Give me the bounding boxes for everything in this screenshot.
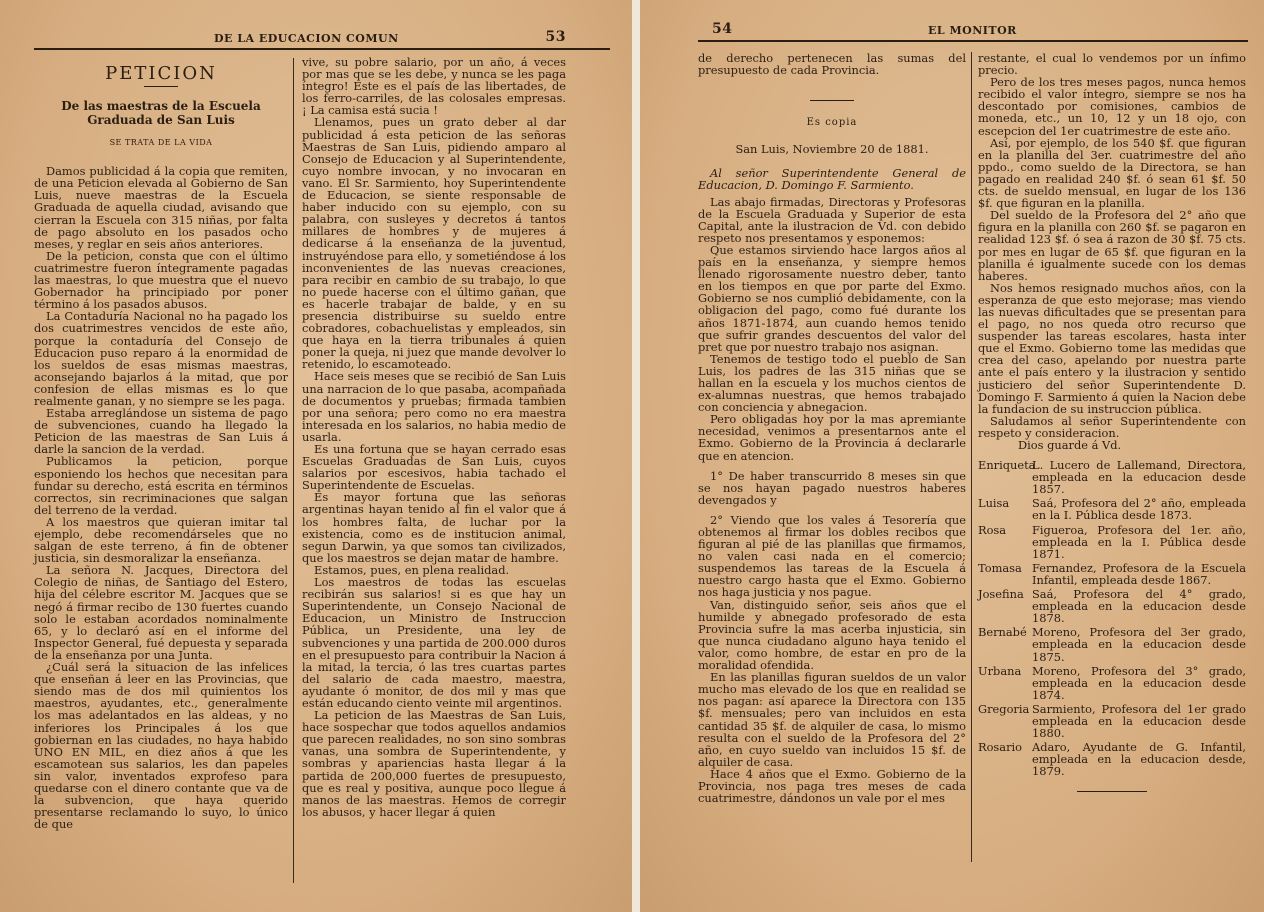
title-divider — [144, 86, 178, 87]
right-running-head — [698, 18, 1248, 42]
paragraph: Del sueldo de la Profesora del 2° año que figura en la planilla con 260 $f. se pagaron en realidad 123 $f. ó sea á razon de 30 $f. 75 cts. por mes en lugar de 65 $f. que figuran en la planilla é igualmente sucede con los demas haberes. — [978, 208, 1246, 283]
paragraph: Así, por ejemplo, de los 540 $f. que figuran en la planilla del 3er. cuatrimestre del año ppdo., como sueldo de la Directora, se han pagado en realidad 240 $f. ó sean 61 $f. 50 cts. de sueldo mensual, en lugar de los 136 $f. que figuran en la planilla. — [978, 135, 1246, 211]
right-column-1 — [698, 52, 966, 804]
paragraph: Es una fortuna que se hayan cerrado esas Escuelas Graduadas de San Luis, cuyos salarios por escesivos, habia tachado el Superintendente de Escuelas. — [302, 442, 566, 493]
signature-entry — [978, 703, 1246, 739]
signature-entry — [978, 524, 1246, 560]
paragraph: Pero de los tres meses pagos, nunca hemos recibido el valor íntegro, siempre se nos ha descontado por comisiones, cambios de moneda, etc., un 10, 12 y un 18 ojo, con escepcion del 1er cuatrimestre de este año. — [978, 75, 1246, 138]
signature-detail: Sarmiento, Profesora del 1er grado empleada en la educacion desde 1880. — [1032, 701, 1246, 741]
signature-entry — [978, 665, 1246, 701]
paragraph: Hace 4 años que el Exmo. Gobierno de la Provincia, nos paga tres meses de cada cuatrimestre, dándonos un vale por el mes — [698, 766, 966, 806]
paragraph: Llenamos, pues un grato deber al dar publicidad á esta peticion de las señoras Maestras de San Luis, pidiendo amparo al Consejo de Educacion y al Superintendente, cuyo nombre invocan, y no invocaran en vano. El Sr. Sarmiento, hoy Superintendente de Educacion, se siente responsable de haber inducido con su ejemplo, con su palabra, con susleyes y decretos á tantos millares de hombres y de mujeres á dedicarse á la enseñanza de la juventud, instruyéndose para ello, y sometiéndose á los inconvenientes de las nuevas creaciones, para recibir en cambio de su trabajo, lo que no puede hacerse con el último gañan, que es hacerle trabajar de balde, y en su presencia distribuirse su sueldo entre cobradores, cobachuelistas y empleados, sin que haya en la tierra tribunales á quien poner la queja, ni juez que mande devolver lo retenido, lo escamoteado. — [302, 115, 566, 372]
section-divider — [810, 100, 854, 101]
right-column-2 — [978, 52, 1246, 792]
paragraph: Pero obligadas hoy por la mas apremiante necesidad, venimos a presentarnos ante el Exmo. Gobierno de la Provincia á declararle que en atencion. — [698, 412, 966, 463]
left-header-title: DE LA EDUCACION COMUN — [214, 32, 399, 45]
signature-name: Urbana — [978, 663, 1022, 678]
left-columns — [34, 55, 566, 892]
article-subtitle: De las maestras de la Escuela Graduada de San Luis — [61, 99, 261, 128]
paragraph: Damos publicidad á la copia que remiten, de una Peticion elevada al Gobierno de San Luis, nueve maestras de la Escuela Graduada de aquella ciudad, avisando que cierran la Escuela con 315 niñas, por falta de pago absoluto en los pasados ocho meses, y reglar en seis años anteriores. — [34, 164, 288, 251]
signature-entry — [978, 626, 1246, 662]
letter-address: Al señor Superintendente General de Educacion, D. Domingo F. Sarmiento. — [698, 166, 966, 193]
paragraph: 2° Viendo que los vales á Tesorería que obtenemos al firmar los dobles recibos que figuran al pié de las planillas que firmamos, no valen casi nada en el comercio; suspendemos las tareas de la Escuela á nuestro cargo hasta que el Exmo. Gobierno nos haga justicia y nos pague. — [698, 512, 966, 600]
signature-detail: Moreno, Profesora del 3er grado, empleada en la educacion desde 1875. — [1032, 625, 1246, 664]
article-subhead: SE TRATA DE LA VIDA — [109, 138, 213, 148]
end-divider — [1077, 791, 1147, 792]
paragraph: restante, el cual lo vendemos por un ínfimo precio. — [978, 51, 1246, 78]
signature-name: Rosario — [978, 740, 1023, 755]
paragraph: Publicamos la peticion, porque esponiendo los hechos que necesitan para fundar su derecho, está escrita en términos correctos, sin recriminaciones que salgan del terreno de la verdad. — [34, 454, 288, 517]
paragraph: vive, su pobre salario, por un año, á veces por mas que se les debe, y nunca se les paga íntegro! Este es el país de las libertades, de los ferro-carriles, de las colosales empresas. ¡ La camisa está sucia ! — [302, 55, 566, 118]
signature-name: Bernabé — [978, 625, 1027, 640]
signature-detail: Fernandez, Profesora de la Escuela Infantil, empleada desde 1867. — [1032, 560, 1246, 587]
signature-detail: Saá, Profesora del 4° grado, empleada en la educacion desde 1878. — [1032, 587, 1246, 626]
signature-name: Rosa — [978, 522, 1007, 537]
paragraph: En las planillas figuran sueldos de un valor mucho mas elevado de los que en realidad se nos pagan: así aparece la Directora con 135 $f. mensuales; pero van incluidos en esta cantidad 35 $f. de alquiler de casa, lo mismo resulta con el sueldo de la Profesora del 2° año, en cuyo sueldo van incluidos 15 $f. de alquiler de casa. — [698, 670, 966, 769]
signature-name: Enriqueta — [978, 458, 1036, 473]
signature-entry — [978, 588, 1246, 624]
left-running-head — [34, 26, 610, 50]
paragraph: Es mayor fortuna que las señoras argentinas hayan tenido al fin el valor que á los hombres falta, de luchar por la existencia, como es de institucion animal, segun Darwin, ya que somos tan civilizados, que los maestros se dejan matar de hambre. — [302, 490, 566, 565]
signature-entry — [978, 741, 1246, 777]
left-column-2 — [302, 56, 566, 818]
signature-entry — [978, 459, 1246, 495]
left-column-rule — [293, 58, 294, 883]
right-page-number: 54 — [712, 21, 733, 37]
left-column-1 — [34, 62, 288, 830]
signature-entry — [978, 562, 1246, 586]
paragraph: Los maestros de todas las escuelas recibirán sus salarios! si es que hay un Superintendente, un Consejo Nacional de Educacion, un Ministro de Instruccion Pública, un Presidente, una ley de subvenciones y una partida de 200.000 duros en el presupuesto para contribuir la Nacion á la mitad, la tercia, ó las tres cuartas partes del salario de cada maestro, maestra, ayudante ó monitor, de dos mil y mas que están educando ciento veinte mil argentinos. — [302, 575, 566, 710]
paragraph: A los maestros que quieran imitar tal ejemplo, debe recomendárseles que no salgan de este terreno, á fin de obtener justicia, sin desmoralizar la enseñanza. — [34, 514, 288, 566]
signature-name: Tomasa — [978, 560, 1022, 575]
left-page-number: 53 — [545, 29, 566, 45]
paragraph: Las abajo firmadas, Directoras y Profesoras de la Escuela Graduada y Superior de esta Capital, ante la ilustracion de Vd. con debido respeto nos presentamos y esponemos: — [698, 194, 966, 245]
paragraph: La peticion de las Maestras de San Luis, hace sospechar que todos aquellos andamios que parecen realidades, no son sino sombras vanas, una sombra de Superintendente, y sombras y apariencias hasta llegar á la partida de 200,000 fuertes de presupuesto, que es real y positiva, aunque poco llegue á manos de las maestras. Hemos de corregir los abusos, y hacer llegar á quien — [302, 708, 566, 819]
paragraph: ¿Cuál será la situacion de las infelices que enseñan á leer en las Provincias, que siendo mas de dos mil quinientos los maestros, ayudantes, etc., generalmente los mas adelantados en las aldeas, y no inferiores los Principales á los que gobiernan en las ciudades, no haya habido UNO EN MIL, en diez años á que les escamotean sus salarios, les dan papeles sin valor, inventados exprofeso para quedarse con el dinero contante que va de la subvencion, que haya querido presentarse reclamando lo suyo, lo único de que — [34, 660, 288, 832]
paragraph: La Contaduría Nacional no ha pagado los dos cuatrimestres vencidos de este año, porque la contaduría del Consejo de Educacion puso reparo á la enormidad de los sueldos de esas mismas maestras, aconsejando bajarlos á la mitad, que por confesion de ellas mismas es lo que realmente ganan, y no siempre se les paga. — [34, 309, 288, 408]
signature-detail: Saá, Profesora del 2° año, empleada en la I. Pública desde 1873. — [1032, 496, 1246, 523]
paragraph: Hace seis meses que se recibió de San Luis una narracion de lo que pasaba, acompañada de documentos y pruebas; firmada tambien por una señora; pero como no era maestra interesada en los salarios, no habia medio de usarla. — [302, 369, 566, 444]
paragraph: Tenemos de testigo todo el pueblo de San Luis, los padres de las 315 niñas que se hallan en la escuela y los muchos cientos de ex-alumnas nuestras, que hemos trabajado con conciencia y abnegacion. — [698, 351, 966, 415]
es-copia-label: Es copia — [806, 117, 858, 129]
signature-detail: Figueroa, Profesora del 1er. año, empleada en la I. Pública desde 1871. — [1032, 522, 1246, 561]
paragraph: Dios guarde á Vd. — [1018, 438, 1122, 452]
right-columns — [698, 52, 1248, 882]
signature-detail: Adaro, Ayudante de G. Infantil, empleada en la educacion desde, 1879. — [1032, 740, 1246, 779]
paragraph: De la peticion, consta que con el último cuatrimestre fueron íntegramente pagadas las maestras, lo que muestra que el nuevo Gobernador ha principiado por poner término á los pasados abusos. — [34, 248, 288, 312]
right-header-title: EL MONITOR — [928, 24, 1017, 37]
signature-name: Gregoria — [978, 701, 1030, 716]
paragraph: Estamos, pues, en plena realidad. — [314, 562, 510, 577]
paragraph: Saludamos al señor Superintendente con respeto y consideracion. — [978, 413, 1246, 440]
right-column-rule — [971, 52, 972, 862]
paragraph: Que estamos sirviendo hace largos años al país en la enseñanza, y siempre hemos llenado rigorosamente nuestro deber, tanto en los tiempos en que por parte del Exmo. Gobierno se nos cumplió debidamente, con la obligacion del pago, como fué durante los años 1871-1874, aun cuando hemos tenido que sufrir grandes descuentos del valor del pret que por nuestro trabajo nos asignan. — [698, 242, 966, 354]
right-page — [640, 0, 1264, 912]
signature-detail: Moreno, Profesora del 3° grado, empleada en la educacion desde 1874. — [1032, 663, 1246, 702]
paragraph: Van, distinguido señor, seis años que el humilde y abnegado profesorado de esta Provincia sufre la mas acerba injusticia, sin que nunca ciudadano alguno haya tenido el valor, como hombre, de estar en pro de la moralidad ofendida. — [698, 597, 966, 673]
paragraph: Nos hemos resignado muchos años, con la esperanza de que esto mejorase; mas viendo las nuevas dificultades que se presentan para el pago, no nos queda otro recurso que suspender las tareas escolares, hasta inter que el Exmo. Gobierno tome las medidas que crea del caso, apelando por nuestra parte ante el país entero y la ilustracion y sentido justiciero del señor Superintendente D. Domingo F. Sarmiento á quien la Nacion debe la fundacion de su instruccion pública. — [978, 280, 1246, 416]
paragraph: Estaba arreglándose un sistema de pago de subvenciones, cuando ha llegado la Peticion de las maestras de San Luis á darle la sancion de la verdad. — [34, 406, 288, 457]
letter-date: San Luis, Noviembre 20 de 1881. — [735, 142, 929, 157]
signature-name: Josefina — [978, 587, 1024, 602]
article-title: PETICION — [105, 63, 217, 84]
paragraph: de derecho pertenecen las sumas del presupuesto de cada Provincia. — [698, 51, 966, 78]
paragraph: 1° De haber transcurrido 8 meses sin que se nos hayan pagado nuestros haberes devengados y — [698, 468, 966, 507]
signature-name: Luisa — [978, 496, 1010, 511]
paragraph: La señora N. Jacques, Directora del Colegio de niñas, de Santiago del Estero, hija del célebre escritor M. Jacques que se negó á firmar recibo de 130 fuertes cuando solo le estaban acordados nominalmente 65, y lo declaró así en el informe del Inspector General, fué depuesta y separada de la enseñanza por una Junta. — [34, 563, 288, 662]
signature-entry — [978, 497, 1246, 521]
signature-detail: L. Lucero de Lallemand, Directora, empleada en la educacion desde 1857. — [1032, 458, 1246, 497]
